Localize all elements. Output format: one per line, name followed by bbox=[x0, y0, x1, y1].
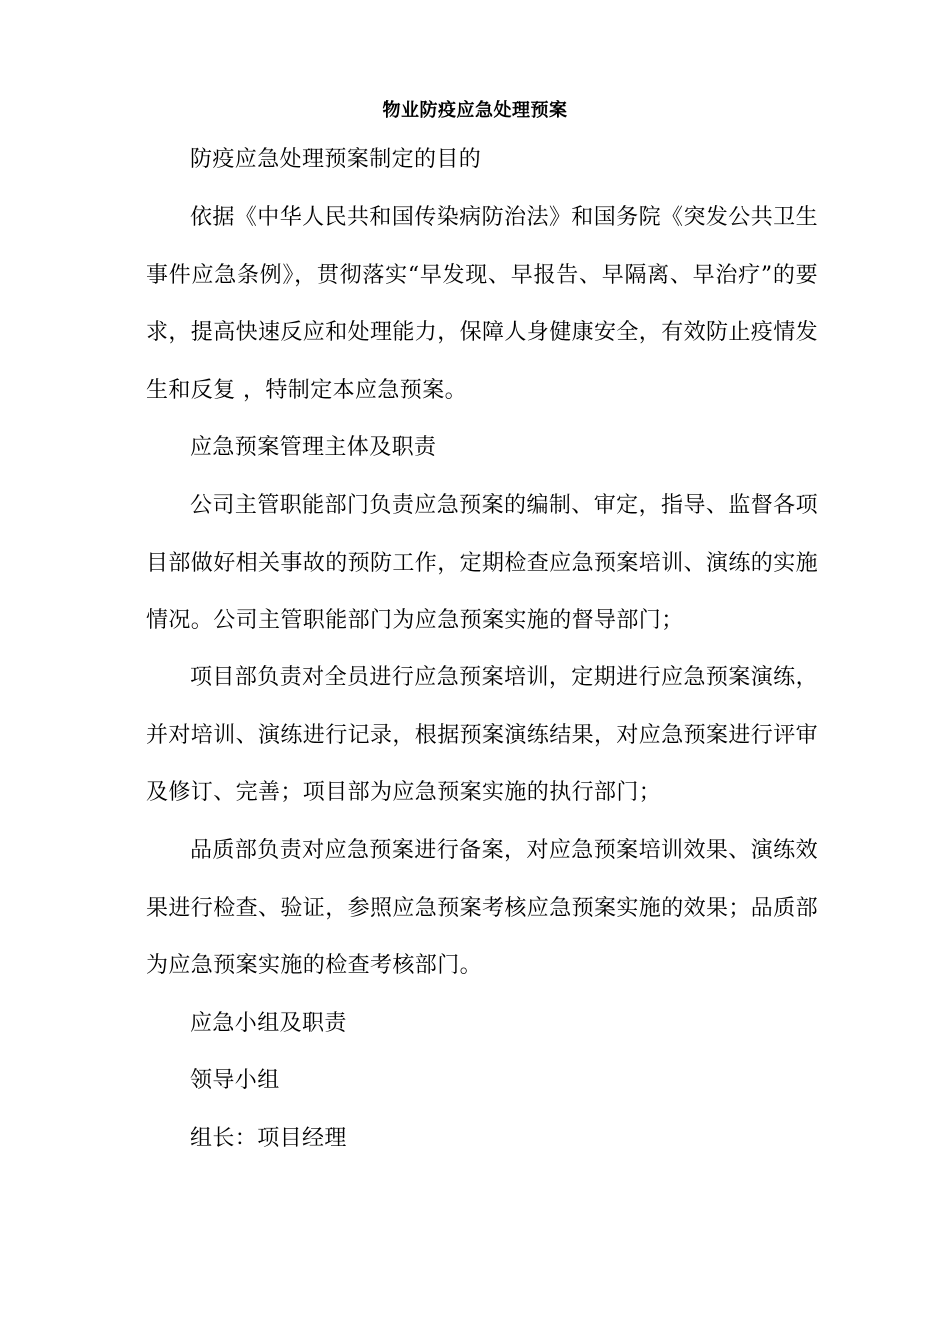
paragraph-purpose-heading: 防疫应急处理预案制定的目的 bbox=[190, 147, 482, 172]
paragraph-team-heading: 应急小组及职责 bbox=[190, 1011, 347, 1036]
paragraph-leadership-group: 领导小组 bbox=[190, 1068, 280, 1093]
paragraph-management-heading: 应急预案管理主体及职责 bbox=[190, 435, 437, 460]
paragraph-company-duty: 公司主管职能部门负责应急预案的编制、审定，指导、监督各项目部做好相关事故的预防工作，定期检查应急预案培训、演练的实施情况。公司主管职能部门为应急预案实施的督导部门； bbox=[146, 493, 819, 633]
paragraph-group-leader: 组长：项目经理 bbox=[190, 1126, 347, 1151]
paragraph-project-duty: 项目部负责对全员进行应急预案培训，定期进行应急预案演练，并对培训、演练进行记录，根据预案演练结果，对应急预案进行评审及修订、完善；项目部为应急预案实施的执行部门； bbox=[146, 665, 819, 805]
paragraph-quality-duty: 品质部负责对应急预案进行备案，对应急预案培训效果、演练效果进行检查、验证，参照应急预案考核应急预案实施的效果；品质部为应急预案实施的检查考核部门。 bbox=[146, 838, 819, 978]
paragraph-purpose-body: 依据《中华人民共和国传染病防治法》和国务院《突发公共卫生事件应急条例》，贯彻落实“早发现、早报告、早隔离、早治疗”的要求，提高快速反应和处理能力，保障人身健康安全，有效防止疫情发生和反复 ，特制定本应急预案。 bbox=[146, 205, 819, 403]
document-title: 物业防疫应急处理预案 bbox=[382, 100, 568, 121]
